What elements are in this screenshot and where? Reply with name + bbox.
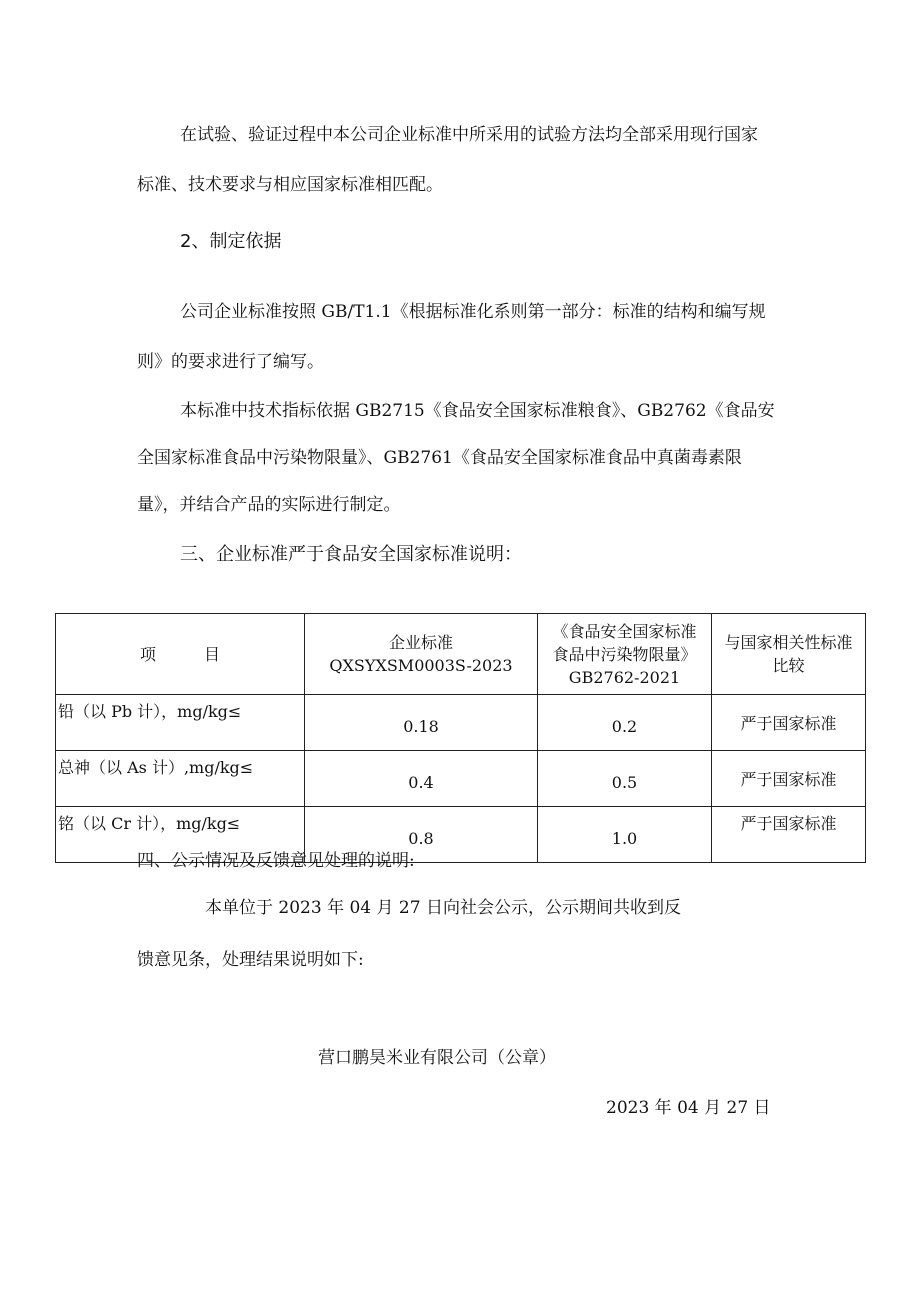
row-national-value: 0.5 [538, 751, 712, 807]
paragraph-1-line-1: 在试验、验证过程中本公司企业标准中所采用的试验方法均全部采用现行国家 [180, 125, 758, 145]
header-national-line-2: 食品中污染物限量》 [552, 644, 697, 664]
row-enterprise-value: 0.18 [305, 695, 538, 751]
table-row [56, 695, 866, 751]
row-comparison: 严于国家标准 [712, 695, 866, 751]
table-header-row [56, 614, 866, 695]
paragraph-3-line-1: 本标准中技术指标依据 GB2715《食品安全国家标准粮食》、GB2762《食品安 [180, 401, 775, 421]
section-4-heading: 四、公示情况及反馈意见处理的说明: [137, 851, 415, 871]
paragraph-3-line-2: 全国家标准食品中污染物限量》、GB2761《食品安全国家标准食品中真菌毒素限 [137, 448, 742, 468]
row-national-value: 1.0 [538, 807, 712, 863]
header-national-standard [538, 614, 712, 695]
section-3-heading: 三、企业标准严于食品安全国家标准说明： [180, 544, 522, 565]
row-national-value: 0.2 [538, 695, 712, 751]
row-item: 铅（以 Pb 计），mg/kg≤ [56, 695, 305, 751]
header-national-line-3: GB2762-2021 [568, 667, 681, 687]
company-seal-line: 营口鹏昊米业有限公司（公章） [318, 1048, 556, 1068]
row-enterprise-value: 0.8 [305, 807, 538, 863]
paragraph-1-line-2: 标准、技术要求与相应国家标准相匹配。 [137, 175, 443, 195]
header-enterprise-line-1: 企业标准 [388, 633, 453, 652]
section-4-line-2: 馈意见条，处理结果说明如下: [137, 950, 364, 970]
header-compare-line-2: 比较 [772, 656, 805, 675]
row-enterprise-value: 0.4 [305, 751, 538, 807]
row-item: 总神（以 As 计）,mg/kg≤ [56, 751, 305, 807]
header-compare-line-1: 与国家相关性标准 [724, 633, 853, 652]
signature-date: 2023 年 04 月 27 日 [606, 1098, 771, 1118]
header-enterprise-line-2: QXSYXSM0003S-2023 [329, 656, 513, 675]
paragraph-2-line-2: 则》的要求进行了编写。 [137, 352, 324, 372]
standards-comparison-table [55, 613, 866, 863]
header-national-line-1: 《食品安全国家标准 [552, 621, 697, 641]
section-4-line-1: 本单位于 2023 年 04 月 27 日向社会公示，公示期间共收到反 [205, 898, 681, 918]
header-item [56, 614, 305, 695]
paragraph-2-line-1: 公司企业标准按照 GB/T1.1《根据标准化系则第一部分：标准的结构和编写规 [180, 302, 766, 322]
row-comparison: 严于国家标准 [712, 807, 866, 863]
row-item: 铭（以 Cr 计），mg/kg≤ [56, 807, 305, 863]
paragraph-3-line-3: 量》，并结合产品的实际进行制定。 [137, 495, 401, 515]
table-row [56, 751, 866, 807]
header-enterprise-standard [305, 614, 538, 695]
header-item-label: 项 目 [139, 644, 220, 664]
header-comparison [712, 614, 866, 695]
row-comparison: 严于国家标准 [712, 751, 866, 807]
section-2-heading: 2、制定依据 [180, 231, 282, 252]
